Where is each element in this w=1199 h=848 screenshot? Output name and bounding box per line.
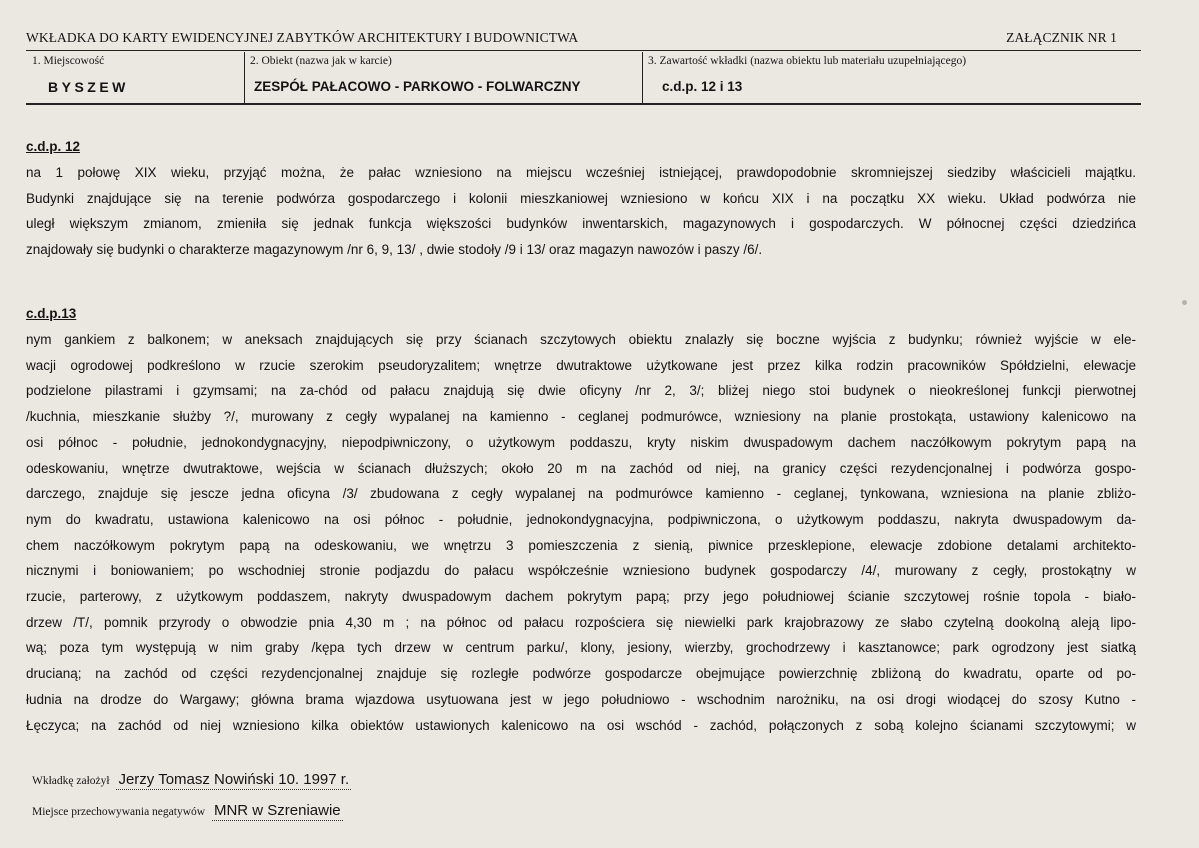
field-locality — [26, 52, 245, 104]
text-line: rzucie, parterowy, z użytkowym poddaszem, nakryty dwuspadowym dachem pokrytym papą; przy jego południowej ścianie szczytowej rośnie topola - biało- — [26, 589, 1136, 605]
field-locality-label: 1. Miejscowość — [32, 55, 105, 67]
text-line: drzew /T/, pomnik przyrody o obwodzie pnia 4,30 m ; na północ od pałacu rozpościera się niewielki park krajobrazowy ze słabo czytelną dookolną aleją lipo- — [26, 614, 1136, 630]
footer-storage — [32, 802, 343, 819]
scan-speck — [1182, 300, 1187, 305]
attachment-number: ZAŁĄCZNIK NR 1 — [1006, 30, 1117, 45]
section-text-12 — [26, 160, 1136, 263]
text-line: znajdowały się budynki o charakterze magazynowym /nr 6, 9, 13/ , dwie stodoły /9 i 13/ oraz magazyn nawozów i paszy /6/. — [26, 242, 763, 258]
text-line: Budynki znajdujące się na terenie podwórza gospodarczego i kolonii mieszkaniowej wzniesiono w końcu XIX i na początku XX wieku. Układ podwórza nie — [26, 190, 1136, 206]
field-object-value: ZESPÓŁ PAŁACOWO - PARKOWO - FOLWARCZNY — [254, 79, 581, 94]
text-line: nym do kwadratu, ustawiona kalenicowo na osi północ - południe, jednokondygnacyjna, podpiwniczona, o użytkowym poddaszu, nakryta dwuspadowym da- — [26, 511, 1136, 527]
field-object — [244, 52, 643, 104]
field-locality-value: BYSZEW — [48, 79, 129, 95]
text-line: uległ większym zmianom, zmieniła się jednak funkcja większości budynków inwentarskich, magazynowych i gospodarczych. W północnej części dziedzińca — [26, 216, 1136, 232]
footer-author-value: Jerzy Tomasz Nowiński 10. 1997 r. — [118, 771, 350, 788]
section-title-13: c.d.p.13 — [26, 306, 77, 321]
footer-author — [32, 771, 351, 788]
text-line: /kuchnia, mieszkanie służby ?/, murowany z cegły wypalanej na kamienno - ceglanej podmurówce, wzniesiony na planie prostokąta, ustawiony kalenicowo na — [26, 409, 1136, 425]
footer-storage-value: MNR w Szreniawie — [213, 802, 341, 819]
text-line: chem naczółkowym pokrytym papą na odeskowaniu, we wnętrzu 3 pomieszczenia z sienią, piwnice przesklepione, elewacje zdobione detalami architekto- — [26, 537, 1136, 553]
text-line: wacji ogrodowej podkreślono w rzucie szerokim pseudoryzalitem; wnętrze dwutraktowe użytkowane jest przez kilka rodzin pracowników Spółdzielni, elewacje — [26, 357, 1136, 373]
section-title-12: c.d.p. 12 — [26, 139, 81, 154]
text-line: podzielone pilastrami i gzymsami; na za-chód od pałacu znajdują się dwie oficyny /nr 2, 3/; bliżej niego stoi budynek o nieokreślonej funkcji pierwotnej — [26, 383, 1136, 399]
text-line: nicznymi i boniowaniem; po wschodniej stronie podjazdu do pałacu współcześnie wzniesiono budynek gospodarczy /4/, murowany z cegły, prostokątny w — [26, 563, 1136, 579]
fields-bottom-rule — [26, 103, 1141, 105]
text-line: drucianą; na zachód od części rezydencjonalnej znajduje się rozległe podwórze gospodarcze obejmujące powierzchnię zbliżoną do kwadratu, oparte od po- — [26, 666, 1136, 682]
text-line: Łęczyca; na zachód od niej wzniesiono kilka obiektów ustawionych kalenicowo na osi wschód - zachód, połączonych z sobą kolejno ścianami szczytowymi; w — [26, 717, 1136, 733]
header-rule — [26, 50, 1141, 51]
field-content — [642, 52, 1134, 104]
footer-storage-label: Miejsce przechowywania negatywów — [32, 806, 206, 818]
text-line: łudnia na drodze do Wargawy; główna brama wjazdowa usytuowana jest w jego południowo - wschodnim narożniku, na osi drogi wiodącej do szosy Kutno - — [26, 691, 1136, 707]
footer-author-label: Wkładkę założył — [32, 775, 110, 787]
text-line: osi północ - południe, jednokondygnacyjny, niepodpiwniczony, o użytkowym poddaszu, kryty niskim dwuspadowym dachem naczółkowym pokrytym papą na — [26, 434, 1136, 450]
text-line: wą; poza tym występują w nim graby /kępa tych drzew w centrum parku/, klony, jesiony, wierzby, grochodrzewy i kasztanowce; park ogrodzony jest siatką — [26, 640, 1136, 656]
field-content-value: c.d.p. 12 i 13 — [662, 79, 743, 94]
field-content-label: 3. Zawartość wkładki (nazwa obiektu lub materiału uzupełniającego) — [648, 55, 967, 67]
text-line: darczego, znajduje się jescze jedna oficyna /3/ zbudowana z cegły wypalanej na podmurówce kamienno - ceglanej, tynkowana, wzniesiona na planie zbliżo- — [26, 486, 1136, 502]
text-line: odeskowaniu, wnętrze dwutraktowe, wejścia w ścianach dłuższych; około 20 m na zachód od niej, na granicy części rezydencjonalnej i podwórza gospo- — [26, 460, 1136, 476]
text-line: nym gankiem z balkonem; w aneksach znajdujących się przy ścianach szczytowych obiektu znalazły się boczne wyjścia z budynku; również wyjście w ele- — [26, 332, 1136, 347]
form-title: WKŁADKA DO KARTY EWIDENCYJNEJ ZABYTKÓW ARCHITEKTURY I BUDOWNICTWA — [26, 30, 579, 45]
section-text-13 — [26, 327, 1136, 738]
text-line: na 1 połowę XIX wieku, przyjąć można, że pałac wzniesiono na miejscu wcześniej istniejącej, prawdopodobnie skromniejszej siedziby właścicieli majątku. — [26, 165, 1136, 180]
cell-divider — [244, 52, 245, 103]
field-object-label: 2. Obiekt (nazwa jak w karcie) — [250, 55, 392, 67]
